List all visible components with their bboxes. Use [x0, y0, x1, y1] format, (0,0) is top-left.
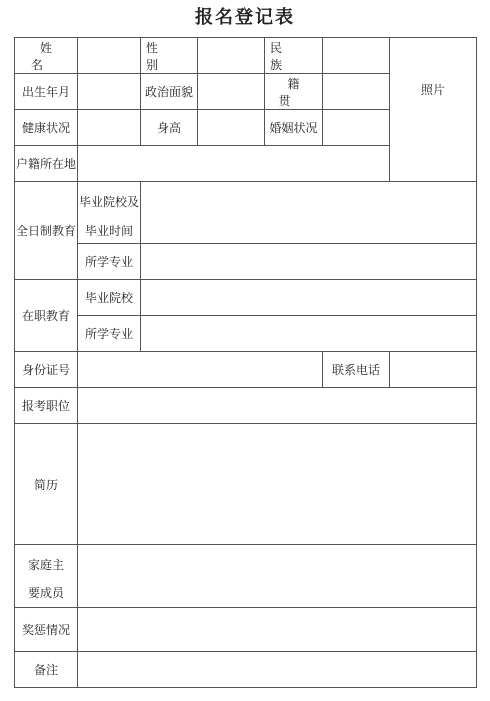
label-family-line2: 要成员 [27, 586, 64, 600]
row-fulltime-major [15, 244, 477, 280]
row-resume [15, 424, 477, 545]
health-field[interactable] [78, 110, 141, 146]
resume-field[interactable] [78, 424, 477, 545]
row-rewards [15, 608, 477, 652]
fulltime-major-field[interactable] [141, 244, 477, 280]
family-field[interactable] [78, 545, 477, 608]
row-inservice-school [15, 280, 477, 316]
remarks-field[interactable] [78, 652, 477, 688]
label-major2: 所学专业 [78, 316, 141, 352]
label-school-time [78, 182, 141, 244]
label-major: 所学专业 [78, 244, 141, 280]
row-basic-1 [15, 38, 477, 74]
inservice-major-field[interactable] [141, 316, 477, 352]
registration-form-table [14, 37, 477, 688]
label-fulltime-edu: 全日制教育 [15, 182, 78, 280]
label-family [15, 545, 78, 608]
row-inservice-major [15, 316, 477, 352]
label-name: 姓名 [15, 38, 78, 74]
label-marital: 婚姻状况 [265, 110, 323, 146]
id-no-field[interactable] [78, 352, 323, 388]
label-birth: 出生年月 [15, 74, 78, 110]
height-field[interactable] [198, 110, 265, 146]
row-fulltime-school [15, 182, 477, 244]
label-family-line1: 家庭主 [27, 558, 64, 572]
origin-field[interactable] [323, 74, 390, 110]
label-school-time-line2: 毕业时间 [84, 223, 133, 238]
marital-field[interactable] [323, 110, 390, 146]
label-political: 政治面貌 [141, 74, 198, 110]
birth-field[interactable] [78, 74, 141, 110]
rewards-field[interactable] [78, 608, 477, 652]
label-photo: 照片 [420, 83, 445, 97]
political-field[interactable] [198, 74, 265, 110]
position-field[interactable] [78, 388, 477, 424]
ethnicity-field[interactable] [323, 38, 390, 74]
label-school: 毕业院校 [78, 280, 141, 316]
fulltime-school-field[interactable] [141, 182, 477, 244]
photo-cell[interactable] [390, 38, 477, 182]
name-field[interactable] [78, 38, 141, 74]
label-remarks: 备注 [15, 652, 78, 688]
label-ethnicity: 民族 [265, 38, 323, 74]
household-field[interactable] [78, 146, 390, 182]
label-id-no: 身份证号 [15, 352, 78, 388]
row-id [15, 352, 477, 388]
form-title: 报名登记表 [195, 7, 295, 28]
row-family [15, 545, 477, 608]
label-origin: 籍贯 [265, 74, 323, 110]
label-height: 身高 [141, 110, 198, 146]
label-inservice-edu: 在职教育 [15, 280, 78, 352]
label-health: 健康状况 [15, 110, 78, 146]
label-rewards: 奖惩情况 [15, 608, 78, 652]
label-position: 报考职位 [15, 388, 78, 424]
inservice-school-field[interactable] [141, 280, 477, 316]
row-remarks [15, 652, 477, 688]
label-school-time-line1: 毕业院校及 [78, 194, 139, 209]
row-position [15, 388, 477, 424]
label-household: 户籍所在地 [15, 146, 78, 182]
gender-field[interactable] [198, 38, 265, 74]
label-phone: 联系电话 [323, 352, 390, 388]
label-gender: 性别 [141, 38, 198, 74]
label-resume: 简历 [15, 424, 78, 545]
phone-field[interactable] [390, 352, 477, 388]
